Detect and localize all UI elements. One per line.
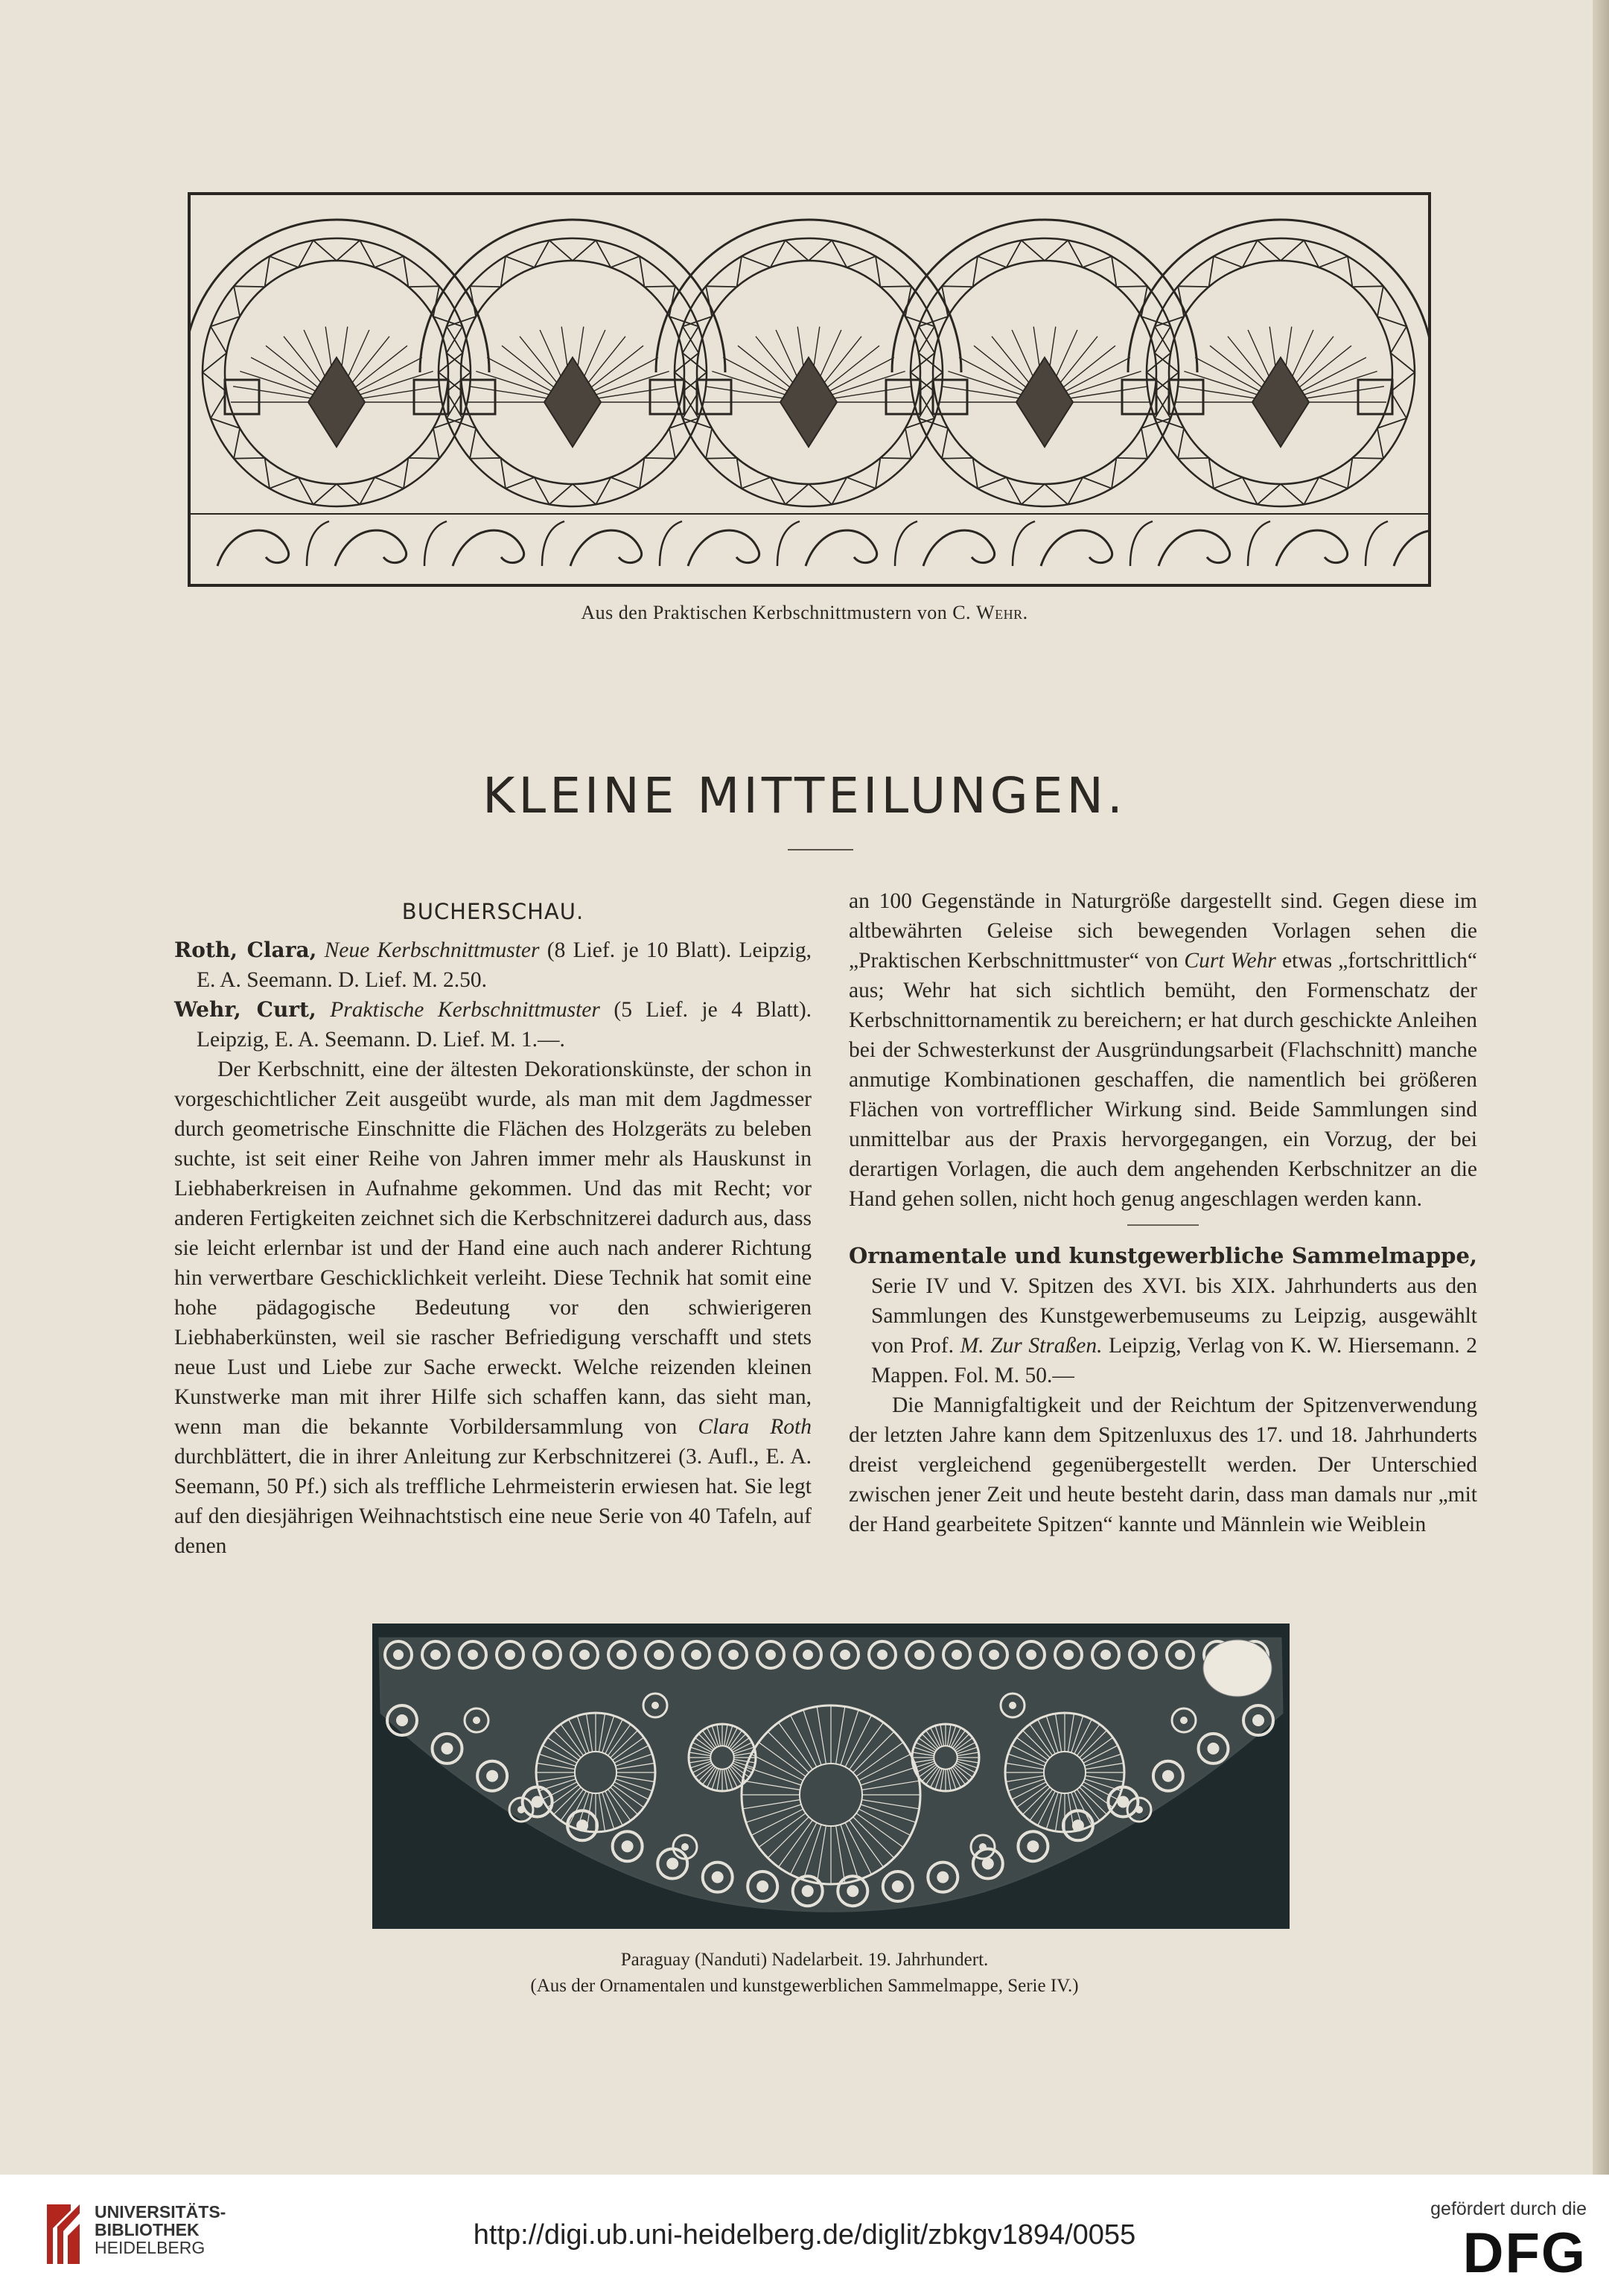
scroll-motif: [570, 530, 642, 566]
chip-carving-ornament-illustration: [188, 149, 1431, 588]
inventory-label: [1203, 1640, 1272, 1696]
section-headline: KLEINE MITTEILUNGEN.: [482, 767, 1127, 824]
scroll-motif: [688, 530, 759, 566]
permalink-url[interactable]: http://digi.ub.uni-heidelberg.de/diglit/zbkgv1894/0055: [473, 2219, 1136, 2251]
headline-rule: [788, 849, 853, 850]
rosette-motif: [420, 220, 725, 506]
top-figure-caption: Aus den Praktischen Kerbschnittmustern von C. Wehr.: [581, 602, 1028, 623]
review-paragraph-kerbschnitt: Der Kerbschnitt, eine der ältesten Dekorationskünste, der schon in vorgeschichtlicher Zeit ausgeübt wurde, als man mit dem Jagdmesser durch geometrische Einschnitte die Flächen des Holzgeräts zu beleben suchte, ist seit einer Reihe von Jahren immer mehr als Hauskunst in Liebhaberkreisen in Aufnahme gekommen. Und das mit Recht; vor anderen Fertigkeiten zeichnet sich die Kerbschnitzerei dadurch aus, dass sie leicht erlernbar ist und der Hand eine auch nach anderer Richtung hin verwertbare Geschicklichkeit verleiht. Diese Technik hat somit eine hohe pädagogische Bedeutung vor den schwierigeren Liebhaberkünsten, weil sie rascher Befriedigung verschafft und stets neue Lust und Liebe zur Sache erweckt. Welche reizenden kleinen Kunstwerke man mit ihrer Hilfe sich schaffen kann, das sieht man, wenn man die bekannte Vorbildersammlung von Clara Roth durchblättert, die in ihrer Anleitung zur Kerbschnitzerei (3. Aufl., E. A. Seemann, 50 Pf.) sich als treffliche Lehrmeisterin erwiesen hat. Sie legt auf den diesjährigen Weihnachtstisch eine neue Serie von 40 Tafeln, auf denen: [174, 1058, 812, 1558]
scroll-motif: [1159, 530, 1230, 566]
scroll-motif: [1394, 530, 1431, 566]
digitization-banner: [0, 2175, 1609, 2296]
scroll-motif: [453, 530, 524, 566]
rosette-motif: [656, 220, 961, 506]
scroll-motif: [806, 530, 877, 566]
book-entry-sammelmappe: Ornamentale und kunstgewerbliche Sammelmappe, Serie IV und V. Spitzen des XVI. bis XIX. Jahrhunderts aus den Sammlungen des Kunstgewerbemuseums zu Leipzig, ausgewählt von Prof. M. Zur Straßen. Leipzig, Verlag von K. W. Hiersemann. 2 Mappen. Fol. M. 50.—: [849, 1243, 1478, 1387]
lace-caption-line1: Paraguay (Nanduti) Nadelarbeit. 19. Jahrhundert.: [620, 1950, 989, 1970]
review-paragraph-continuation: an 100 Gegenstände in Naturgröße dargestellt sind. Gegen diese im altbewährten Geleise sich bewegenden Vorlagen sehen die „Praktischen Kerbschnittmuster“ von Curt Wehr etwas „fortschrittlich“ aus; Wehr hat sich sichtlich bemüht, den Formenschatz der Kerbschnittornamentik zu bereichern; er hat durch geschickte Anleihen bei der Schwesterkunst der Ausgründungsarbeit (Flachschnitt) manche anmutige Kombinationen geschaffen, die namentlich bei größeren Flächen von vortrefflicher Wirkung sind. Beide Sammlungen sind unmittelbar aus der Praxis hervorgegangen, ein Vorzug, der bei derartigen Vorlagen, die auch dem angehenden Kerbschnitzer an die Hand gehen sollen, nicht hoch genug angeschlagen werden kann.: [849, 889, 1478, 1211]
book-entry-wehr: Wehr, Curt, Praktische Kerbschnittmuster (5 Lief. je 4 Blatt). Leipzig, E. A. Seemann. D. Lief. M. 1.—.: [174, 997, 812, 1052]
funding-note: gefördert durch die: [1430, 2198, 1587, 2219]
lace-caption-line2: (Aus der Ornamentalen und kunstgewerblichen Sammelmappe, Serie IV.): [530, 1976, 1079, 1996]
scroll-motif: [335, 530, 407, 566]
scroll-motif: [1276, 530, 1348, 566]
page-spine-edge: [1593, 0, 1609, 2175]
left-text-column: [174, 886, 812, 1561]
separator-rule: [1127, 1224, 1199, 1226]
rosette-motif: [188, 220, 489, 506]
nanduti-lace-illustration: [372, 1624, 1290, 1929]
university-library-name: UNIVERSITÄTS- BIBLIOTHEK HEIDELBERG: [95, 2202, 226, 2257]
scroll-motif: [1041, 530, 1112, 566]
dfg-logo: DFG: [1462, 2222, 1587, 2285]
scroll-motif: [923, 530, 995, 566]
scroll-motif: [217, 530, 289, 566]
section-title-bucherschau: BUCHERSCHAU.: [401, 899, 584, 924]
rosette-motif: [1128, 220, 1431, 506]
lace-figure-caption: [0, 1947, 1609, 1999]
right-text-column: [849, 886, 1477, 1539]
review-paragraph-spitzen: Die Mannigfaltigkeit und der Reichtum der Spitzenverwendung der letzten Jahre kann dem Spitzenluxus des 17. und 18. Jahrhunderts dreist vergleichend gegenübergestellt werden. Der Unterschied zwischen jener Zeit und heute besteht darin, dass man damals nur „mit der Hand gearbeitete Spitzen“ kannte und Männlein wie Weiblein: [849, 1393, 1477, 1536]
rosette-motif: [892, 220, 1197, 506]
book-entry-roth: Roth, Clara, Neue Kerbschnittmuster (8 Lief. je 10 Blatt). Leipzig, E. A. Seemann. D. Lief. M. 2.50.: [174, 938, 812, 992]
